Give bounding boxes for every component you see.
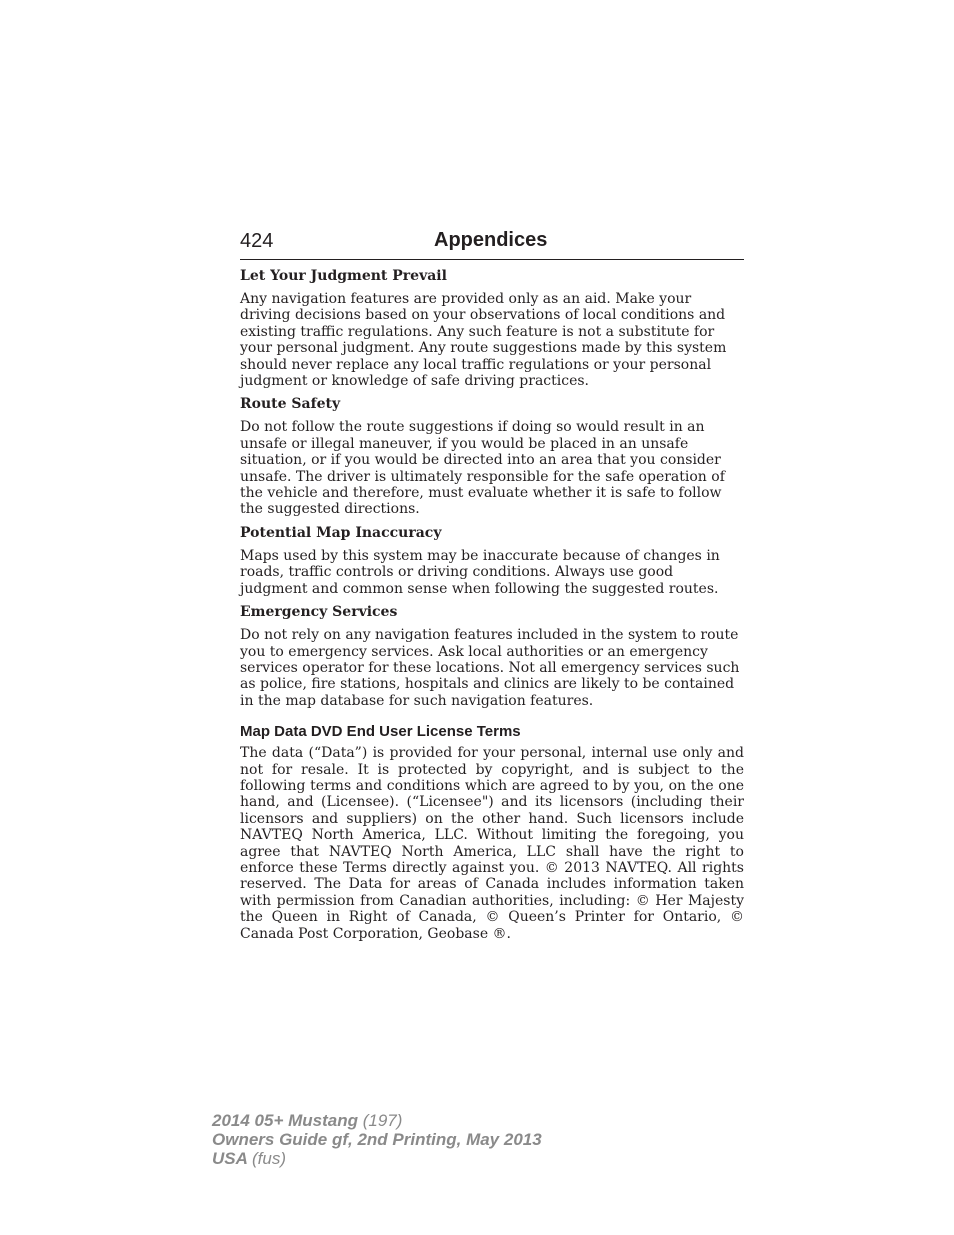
section-heading-judgment: Let Your Judgment Prevail xyxy=(240,268,447,284)
page-footer xyxy=(212,1111,732,1168)
page-number: 424 xyxy=(240,230,274,252)
footer-region-code: (fus) xyxy=(252,1149,286,1168)
footer-line-region xyxy=(212,1149,732,1168)
footer-model: 2014 05+ Mustang xyxy=(212,1111,358,1130)
footer-guide: Owners Guide gf, 2nd Printing, May 2013 xyxy=(212,1130,542,1149)
section-body-route-safety: Do not follow the route suggestions if doing so would result in an unsafe or illegal maneuver, if you would be placed in an unsafe situation, or if you would be directed into an area that you consider unsafe. The driver is ultimately responsible for the safe operation of the vehicle and therefore, must evaluate whether it is safe to follow the suggested directions. xyxy=(240,419,725,518)
section-heading-map-inaccuracy: Potential Map Inaccuracy xyxy=(240,524,442,541)
section-body-emergency-services: Do not rely on any navigation features included in the system to route you to emergency services. Ask local authorities or an emergency services operator for these locations. Not all emergency services such as police, fire stations, hospitals and clinics are likely to be contained in the map database for such navigation features. xyxy=(240,627,740,709)
license-heading: Map Data DVD End User License Terms xyxy=(240,723,521,741)
section-body-judgment: Any navigation features are provided only as an aid. Make your driving decisions based on your observations of local conditions and existing traffic regulations. Any such feature is not a substitute for your personal judgment. Any route suggestions made by this system should never replace any local traffic regulations or your personal judgment or knowledge of safe driving practices. xyxy=(240,291,727,390)
license-body: The data (“Data”) is provided for your personal, internal use only and not for resale. It is protected by copyright, and is subject to the following terms and conditions which are agreed to by you, on the one hand, and (Licensee). (“Licensee") and its licensors (including their licensors and suppliers) on the other hand. Such licensors include NAVTEQ North America, LLC. Without limiting the foregoing, you agree that NAVTEQ North America, LLC shall have the right to enforce these Terms directly against you. © 2013 NAVTEQ. All rights reserved. The Data for areas of Canada includes information taken with permission from Canadian authorities, including: © Her Majesty the Queen in Right of Canada, © Queen’s Printer for Ontario, © Canada Post Corporation, Geobase ®. xyxy=(240,745,744,942)
section-heading-emergency-services: Emergency Services xyxy=(240,604,398,621)
section-heading-route-safety: Route Safety xyxy=(240,396,341,413)
footer-line-model xyxy=(212,1111,732,1130)
section-body-map-inaccuracy: Maps used by this system may be inaccurate because of changes in roads, traffic controls or driving conditions. Always use good judgment and common sense when following the suggested routes. xyxy=(240,547,720,597)
chapter-title: Appendices xyxy=(434,229,548,251)
footer-region: USA xyxy=(212,1149,248,1168)
page-content xyxy=(240,267,744,948)
page-header xyxy=(240,228,744,260)
footer-model-code: (197) xyxy=(362,1111,403,1130)
footer-line-guide xyxy=(212,1130,732,1149)
